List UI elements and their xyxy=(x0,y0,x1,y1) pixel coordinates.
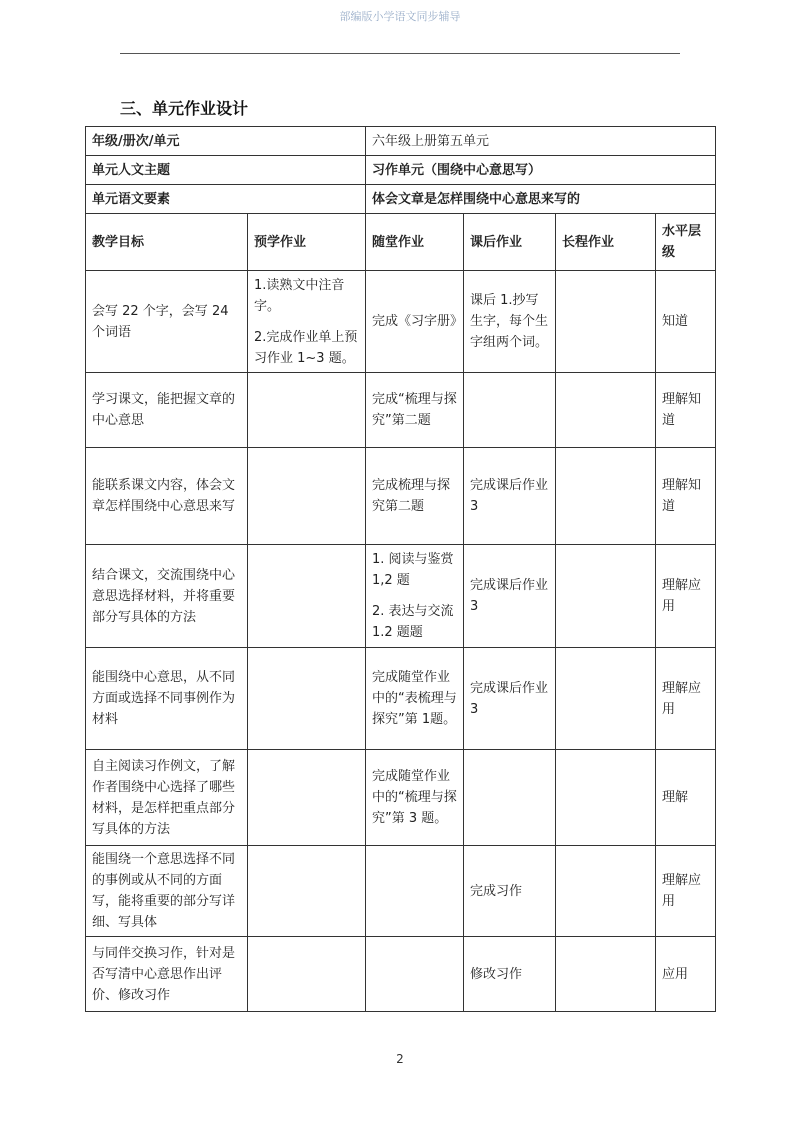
long-term-cell xyxy=(556,648,656,750)
homework-design-table xyxy=(85,126,716,1012)
after-class-cell xyxy=(464,545,556,648)
level-cell: 理解知道 xyxy=(656,373,716,448)
table-row xyxy=(86,545,716,648)
long-term-cell xyxy=(556,448,656,545)
after-class-cell xyxy=(464,373,556,448)
column-header-row xyxy=(86,214,716,271)
level-cell: 理解知道 xyxy=(656,448,716,545)
level-cell: 理解应用 xyxy=(656,545,716,648)
level-cell: 理解应用 xyxy=(656,648,716,750)
in-class-cell xyxy=(366,937,464,1012)
cell-paragraph: 完成“梳理与探究”第二题 xyxy=(372,392,457,428)
table-row xyxy=(86,448,716,545)
pre-study-cell xyxy=(248,545,366,648)
goal-cell: 学习课文，能把握文章的中心意思 xyxy=(86,373,248,448)
cell-paragraph: 完成习作 xyxy=(470,883,523,899)
level-cell: 应用 xyxy=(656,937,716,1012)
column-header-long: 长程作业 xyxy=(556,214,656,271)
info-row-grade xyxy=(86,127,716,156)
in-class-cell xyxy=(366,648,464,750)
goal-cell: 与同伴交换习作，针对是否写清中心意思作出评价、修改习作 xyxy=(86,937,248,1012)
table-row xyxy=(86,373,716,448)
page-number: 2 xyxy=(396,1052,404,1066)
goal-cell: 会写 22 个字，会写 24 个词语 xyxy=(86,271,248,373)
cell-paragraph: 2.完成作业单上预习作业 1~3 题。 xyxy=(254,329,358,366)
pre-study-cell xyxy=(248,846,366,937)
cell-paragraph: 2. 表达与交流 1.2 题题 xyxy=(372,604,454,640)
long-term-cell xyxy=(556,373,656,448)
level-cell: 理解 xyxy=(656,750,716,846)
cell-paragraph: 课后 1.抄写生字，每个生字组两个词。 xyxy=(470,293,549,350)
cell-paragraph: 完成梳理与探究第二题 xyxy=(372,478,451,514)
info-label: 单元语文要素 xyxy=(86,185,366,214)
cell-paragraph: 完成课后作业 3 xyxy=(470,478,549,514)
in-class-cell xyxy=(366,448,464,545)
pre-study-cell xyxy=(248,373,366,448)
info-label: 年级/册次/单元 xyxy=(86,127,366,156)
after-class-cell xyxy=(464,937,556,1012)
pre-study-cell xyxy=(248,937,366,1012)
level-cell: 理解应用 xyxy=(656,846,716,937)
cell-paragraph: 完成课后作业 3 xyxy=(470,578,549,614)
in-class-cell xyxy=(366,750,464,846)
info-row-elements xyxy=(86,185,716,214)
after-class-cell xyxy=(464,750,556,846)
cell-paragraph: 完成随堂作业中的“梳理与探究”第 3 题。 xyxy=(372,769,457,826)
level-cell: 知道 xyxy=(656,271,716,373)
pre-study-cell xyxy=(248,648,366,750)
pre-study-cell xyxy=(248,448,366,545)
in-class-cell xyxy=(366,271,464,373)
info-label: 单元人文主题 xyxy=(86,156,366,185)
table-row xyxy=(86,750,716,846)
pre-study-cell xyxy=(248,750,366,846)
goal-cell: 自主阅读习作例文，了解作者围绕中心选择了哪些材料，是怎样把重点部分写具体的方法 xyxy=(86,750,248,846)
after-class-cell xyxy=(464,648,556,750)
goal-cell: 结合课文，交流围绕中心意思选择材料，并将重要部分写具体的方法 xyxy=(86,545,248,648)
cell-paragraph: 修改习作 xyxy=(470,966,523,982)
pre-study-cell xyxy=(248,271,366,373)
table-row xyxy=(86,648,716,750)
cell-paragraph: 完成《习字册》 xyxy=(372,314,464,329)
long-term-cell xyxy=(556,846,656,937)
after-class-cell xyxy=(464,271,556,373)
column-header-level: 水平层级 xyxy=(656,214,716,271)
cell-paragraph: 1.读熟文中注音字。 xyxy=(254,277,345,314)
column-header-goal: 教学目标 xyxy=(86,214,248,271)
long-term-cell xyxy=(556,937,656,1012)
in-class-cell xyxy=(366,846,464,937)
after-class-cell xyxy=(464,846,556,937)
long-term-cell xyxy=(556,545,656,648)
after-class-cell xyxy=(464,448,556,545)
cell-paragraph: 完成课后作业 3 xyxy=(470,680,549,717)
section-title: 三、单元作业设计 xyxy=(120,99,249,118)
goal-cell: 能联系课文内容，体会文章怎样围绕中心意思来写 xyxy=(86,448,248,545)
header-rule xyxy=(120,53,680,54)
in-class-cell xyxy=(366,545,464,648)
cell-paragraph: 1. 阅读与鉴赏 1,2 题 xyxy=(372,552,454,588)
goal-cell: 能围绕中心意思，从不同方面或选择不同事例作为材料 xyxy=(86,648,248,750)
cell-paragraph: 完成随堂作业中的“表梳理与探究”第 1题。 xyxy=(372,670,457,727)
long-term-cell xyxy=(556,271,656,373)
column-header-class: 随堂作业 xyxy=(366,214,464,271)
table-row xyxy=(86,937,716,1012)
column-header-pre: 预学作业 xyxy=(248,214,366,271)
info-row-theme xyxy=(86,156,716,185)
running-header: 部编版小学语文同步辅导 xyxy=(339,10,461,23)
goal-cell: 能围绕一个意思选择不同的事例或从不同的方面写，能将重要的部分写详细、写具体 xyxy=(86,846,248,937)
table-row xyxy=(86,846,716,937)
column-header-after: 课后作业 xyxy=(464,214,556,271)
info-value: 体会文章是怎样围绕中心意思来写的 xyxy=(366,185,716,214)
long-term-cell xyxy=(556,750,656,846)
info-value: 习作单元（围绕中心意思写） xyxy=(366,156,716,185)
info-value: 六年级上册第五单元 xyxy=(366,127,716,156)
table-row xyxy=(86,271,716,373)
in-class-cell xyxy=(366,373,464,448)
